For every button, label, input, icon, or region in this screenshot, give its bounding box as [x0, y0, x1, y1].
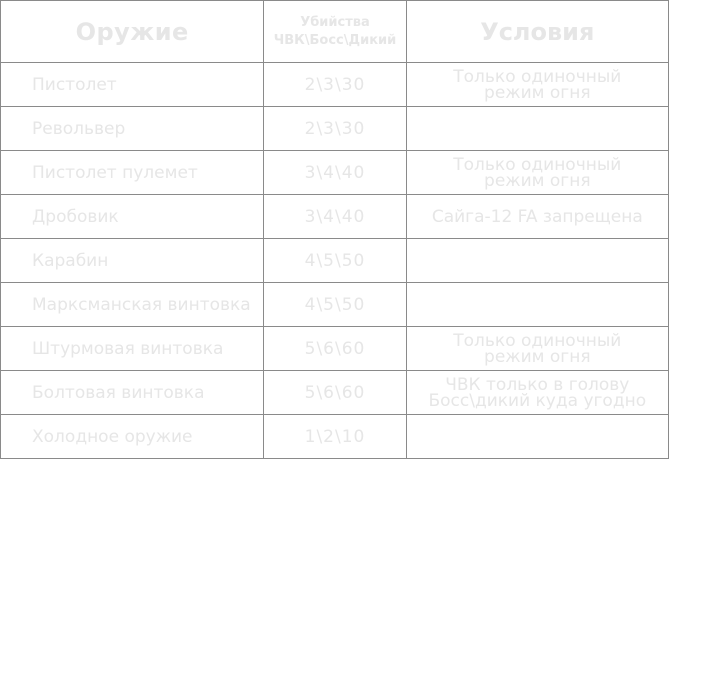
- conditions-line2: режим огня: [484, 346, 591, 367]
- weapon-cell: Пистолет пулемет: [1, 151, 264, 195]
- conditions-cell: [406, 415, 668, 459]
- header-weapon: Оружие: [1, 1, 264, 63]
- kills-cell: 3\4\40: [264, 195, 406, 239]
- weapon-cell: Холодное оружие: [1, 415, 264, 459]
- weapon-cell: Штурмовая винтовка: [1, 327, 264, 371]
- weapon-cell: Карабин: [1, 239, 264, 283]
- conditions-line2: Босс\дикий куда угодно: [428, 390, 647, 411]
- conditions-line1: Только одиночный: [453, 66, 622, 87]
- table-row: [1, 371, 669, 415]
- kills-cell: 4\5\50: [264, 283, 406, 327]
- conditions-line2: режим огня: [484, 82, 591, 103]
- conditions-line2: режим огня: [484, 170, 591, 191]
- conditions-cell: [406, 239, 668, 283]
- table-row: [1, 195, 669, 239]
- conditions-line1: ЧВК только в голову: [445, 374, 630, 395]
- conditions-cell: [406, 63, 668, 107]
- table-row: [1, 283, 669, 327]
- weapon-cell: Револьвер: [1, 107, 264, 151]
- weapon-cell: Пистолет: [1, 63, 264, 107]
- conditions-cell: [406, 327, 668, 371]
- kills-cell: 1\2\10: [264, 415, 406, 459]
- kills-cell: 2\3\30: [264, 107, 406, 151]
- conditions-cell: [406, 107, 668, 151]
- weapon-cell: Марксманская винтовка: [1, 283, 264, 327]
- conditions-cell: [406, 283, 668, 327]
- weapon-cell: Болтовая винтовка: [1, 371, 264, 415]
- table-row: [1, 327, 669, 371]
- kills-cell: 5\6\60: [264, 371, 406, 415]
- header-kills: [264, 1, 406, 63]
- kills-cell: 3\4\40: [264, 151, 406, 195]
- conditions-cell: [406, 195, 668, 239]
- kills-cell: 4\5\50: [264, 239, 406, 283]
- conditions-line1: Только одиночный: [453, 154, 622, 175]
- table-header-row: [1, 1, 669, 63]
- table-row: [1, 107, 669, 151]
- header-kills-line1: Убийства: [300, 14, 370, 30]
- table-row: [1, 151, 669, 195]
- conditions-line1: Только одиночный: [453, 330, 622, 351]
- header-conditions: Условия: [406, 1, 668, 63]
- conditions-cell: [406, 371, 668, 415]
- conditions-cell: [406, 151, 668, 195]
- kills-cell: 2\3\30: [264, 63, 406, 107]
- conditions-line1: Сайга-12 FA запрещена: [431, 206, 643, 227]
- kills-cell: 5\6\60: [264, 327, 406, 371]
- table-row: [1, 415, 669, 459]
- table-row: [1, 239, 669, 283]
- header-kills-line2: ЧВК\Босс\Дикий: [273, 32, 397, 48]
- weapon-cell: Дробовик: [1, 195, 264, 239]
- table-row: [1, 63, 669, 107]
